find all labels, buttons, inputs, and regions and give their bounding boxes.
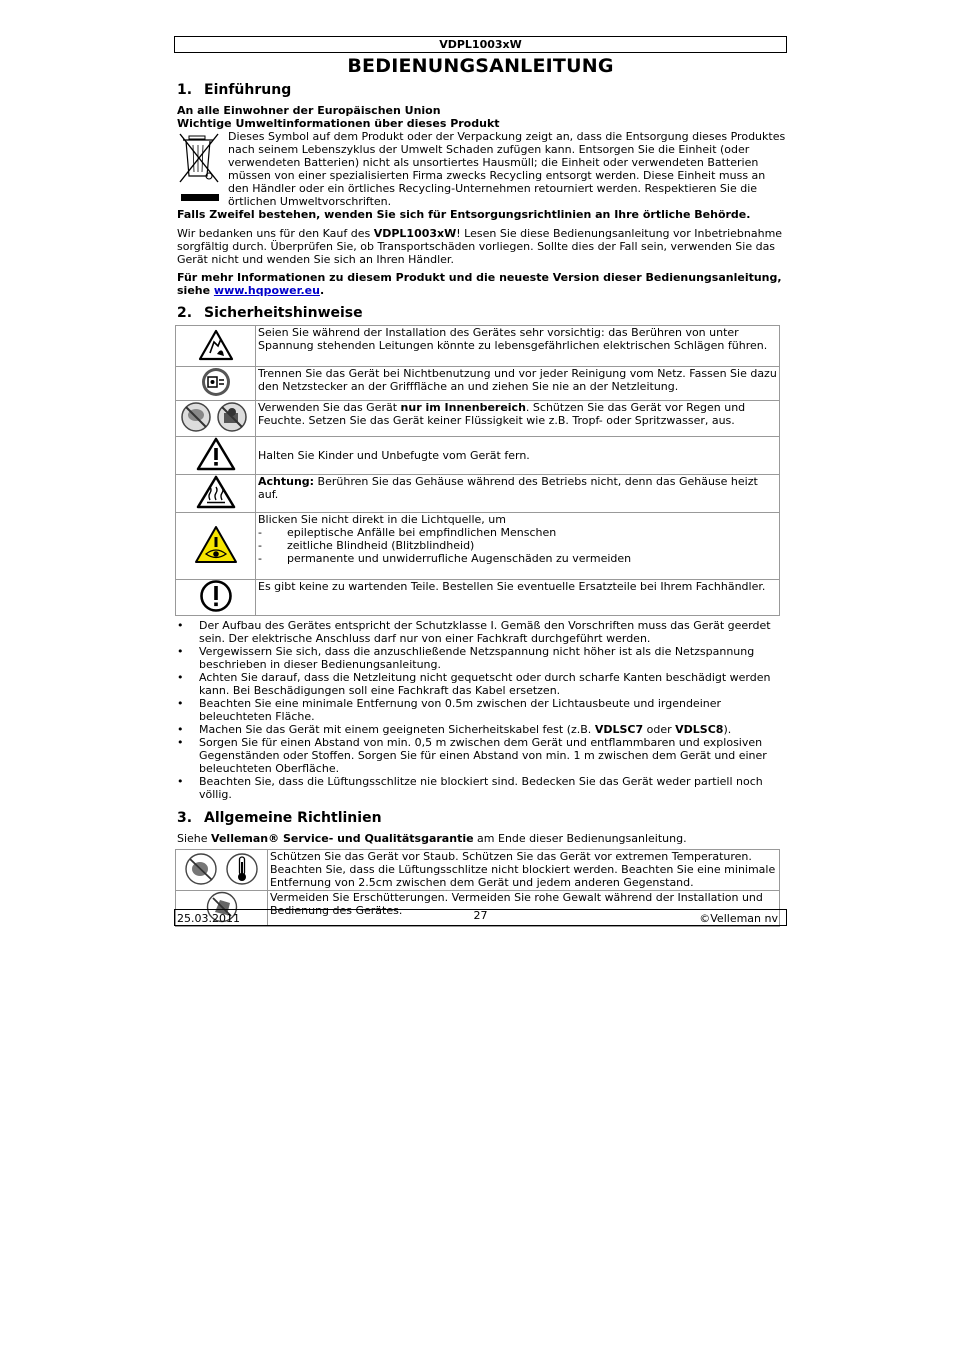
safety-bullet-list [174, 619, 787, 801]
safety-icon-cell [176, 513, 256, 580]
safety-icon-cell [176, 326, 256, 367]
footer-company: ©Velleman nv [699, 912, 778, 925]
section-2-heading: 2. Sicherheitshinweise [177, 305, 363, 321]
list-item: • Machen Sie das Gerät mit einem geeigneten Sicherheitskabel fest (z.B. VDLSC7 oder VDLSC8). [174, 723, 787, 736]
guideline-text: Schützen Sie das Gerät vor Staub. Schützen Sie das Gerät vor extremen Temperaturen. Beachten Sie, dass die Lüftungsschlitze nicht blockiert werden. Beachten Sie eine minimale Entfernung von 2.5cm zwischen dem Gerät und jedem anderen Gegenstand. [268, 850, 780, 891]
page-content [174, 36, 787, 927]
safety-icon-cell [176, 475, 256, 513]
table-row [176, 326, 780, 367]
environment-info-heading: Wichtige Umweltinformationen über dieses Produkt [177, 117, 500, 130]
table-row [176, 475, 780, 513]
weee-bin-icon [178, 132, 222, 202]
header-model: VDPL1003xW [174, 36, 787, 53]
safety-icon-cell [176, 437, 256, 475]
electric-shock-hand-icon [198, 329, 234, 361]
safety-icon-cell [176, 401, 256, 437]
footer-page-number: 27 [473, 909, 488, 922]
safety-icon-cell [176, 367, 256, 401]
safety-text: Es gibt keine zu wartenden Teile. Bestellen Sie eventuelle Ersatzteile bei Ihrem Fachhändler. [256, 580, 780, 616]
list-item: • Vergewissern Sie sich, dass die anzuschließende Netzspannung nicht höher ist als die Netzspannung beschrieben in dieser Bedienungsanleitung. [174, 645, 787, 671]
safety-text: Verwenden Sie das Gerät nur im Innenbereich. Schützen Sie das Gerät vor Regen und Feuchte. Setzen Sie das Gerät keiner Flüssigkeit wie z.B. Tropf- oder Spritzwasser, aus. [256, 401, 780, 437]
disposal-doubt-text: Falls Zweifel bestehen, wenden Sie sich für Entsorgungsrichtlinien an Ihre örtliche Behörde. [177, 208, 751, 221]
list-item: • Achten Sie darauf, dass die Netzleitung nicht gequetscht oder durch scharfe Kanten beschädigt werden kann. Bei Beschädigungen soll eine Fachkraft das Kabel ersetzen. [174, 671, 787, 697]
section-1-heading: 1. Einführung [177, 82, 292, 98]
safety-table [175, 325, 780, 616]
hqpower-link[interactable]: www.hqpower.eu [213, 284, 320, 297]
page-title: BEDIENUNGSANLEITUNG [347, 55, 614, 77]
eu-residents-heading: An alle Einwohner der Europäischen Union [177, 104, 441, 117]
safety-text: Achtung: Berühren Sie das Gehäuse während des Betriebs nicht, denn das Gehäuse heizt auf. [256, 475, 780, 513]
dust-temperature-icon [180, 852, 264, 886]
hot-surface-icon [196, 475, 236, 509]
guideline-text: Vermeiden Sie Erschütterungen. Vermeiden Sie rohe Gewalt während der Installation und Bedienung des Gerätes. [268, 891, 780, 927]
safety-text: Halten Sie Kinder und Unbefugte vom Gerät fern. [256, 437, 780, 475]
more-info-paragraph: Für mehr Informationen zu diesem Produkt und die neueste Version dieser Bedienungsanleitung, siehe www.hqpower.eu. [177, 271, 782, 297]
safety-icon-cell [176, 580, 256, 616]
indoor-use-icon [179, 401, 253, 433]
table-row [176, 850, 780, 891]
warning-triangle-icon [196, 437, 236, 471]
list-item: • Der Aufbau des Gerätes entspricht der Schutzklasse I. Gemäß den Vorschriften muss das Gerät geerdet sein. Der elektrische Anschluss darf nur von einer Fachkraft durchgeführt werden. [174, 619, 787, 645]
footer-date: 25.03.2011 [177, 912, 240, 925]
warranty-reference: Siehe Velleman® Service- und Qualitätsgarantie am Ende dieser Bedienungsanleitung. [177, 832, 687, 845]
section-3-heading: 3. Allgemeine Richtlinien [177, 810, 382, 826]
list-item: • Sorgen Sie für einen Abstand von min. 0,5 m zwischen dem Gerät und entflammbaren und explosiven Gegenständen oder Stoffen. Sorgen Sie für einen Abstand von min. 1 m zwischen dem Gerät und einer beleuchteten Oberfläche. [174, 736, 787, 775]
table-row [176, 580, 780, 616]
eye-warning-icon [194, 525, 238, 565]
exclamation-circle-icon [199, 580, 233, 612]
safety-text: Blicken Sie nicht direkt in die Lichtquelle, um - epileptische Anfälle bei empfindlichen Menschen - zeitliche Blindheid (Blitzblindheid) - permanente und unwiderrufliche Augenschäden zu vermeiden [256, 513, 780, 580]
guideline-icon-cell [176, 850, 268, 891]
list-item: • Beachten Sie eine minimale Entfernung von 0.5m zwischen der Lichtausbeute und irgendeiner beleuchteten Fläche. [174, 697, 787, 723]
table-row [176, 401, 780, 437]
table-row [176, 513, 780, 580]
thanks-paragraph: Wir bedanken uns für den Kauf des VDPL1003xW! Lesen Sie diese Bedienungsanleitung vor Inbetriebnahme sorgfältig durch. Überprüfen Sie, ob Transportschäden vorliegen. Sollte dies der Fall sein, verwenden Sie das Gerät nicht und wenden Sie sich an Ihren Händler. [177, 227, 783, 266]
unplug-icon [201, 367, 231, 397]
weee-text: Dieses Symbol auf dem Produkt oder der Verpackung zeigt an, dass die Entsorgung dieses Produktes nach seinem Lebenszyklus der Umwelt Schaden zufügen kann. Entsorgen Sie die Einheit (oder verwendeten Batterien) nicht als unsortiertes Hausmüll; die Einheit oder verwendeten Batterien müssen von einer spezialisierten Firma zwecks Recycling entsorgt werden. Diese Einheit muss an den Händler oder ein örtliches Recycling-Unternehmen retourniert werden. Respektieren Sie die örtlichen Umweltvorschriften. [228, 130, 786, 208]
table-row [176, 367, 780, 401]
safety-text: Trennen Sie das Gerät bei Nichtbenutzung und vor jeder Reinigung vom Netz. Fassen Sie dazu den Netzstecker an der Grifffläche an und ziehen Sie nie an der Netzleitung. [256, 367, 780, 401]
table-row [176, 437, 780, 475]
page-footer [174, 909, 787, 926]
list-item: • Beachten Sie, dass die Lüftungsschlitze nie blockiert sind. Bedecken Sie das Gerät weder partiell noch völlig. [174, 775, 787, 801]
safety-text: Seien Sie während der Installation des Gerätes sehr vorsichtig: das Berühren von unter Spannung stehenden Leitungen könnte zu lebensgefährlichen elektrischen Schlägen führen. [256, 326, 780, 367]
weee-block [174, 130, 787, 208]
